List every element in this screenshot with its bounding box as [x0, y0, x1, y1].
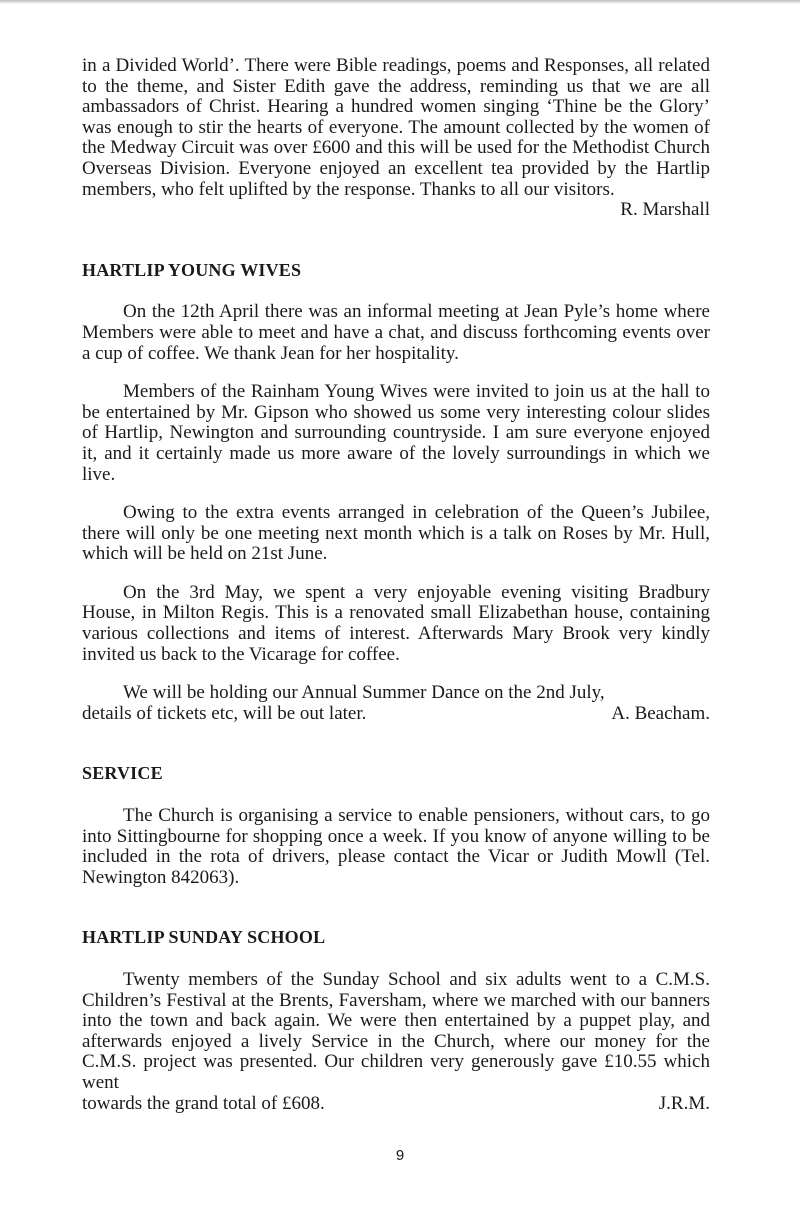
young-wives-closing-line: [82, 704, 710, 725]
young-wives-signature: A. Beacham.: [611, 702, 710, 724]
sunday-school-heading: HARTLIP SUNDAY SCHOOL: [82, 927, 326, 948]
intro-signature: R. Marshall: [620, 199, 710, 221]
sunday-school-paragraph: Twenty members of the Sunday School and six adults went to a C.M.S. Children’s Festival at the Brents, Faversham, where we marched with our banners into the town and back again. We were then entertained by a puppet play, and afterwards enjoyed a lively Service in the Church, where our money for the C.M.S. project was presented. Our children very generously gave £10.55 which went: [82, 969, 710, 1093]
young-wives-paragraph-3: Owing to the extra events arranged in celebration of the Queen’s Jubilee, there will only be one meeting next month which is a talk on Roses by Mr. Hull, which will be held on 21st June.: [82, 502, 710, 565]
young-wives-heading: HARTLIP YOUNG WIVES: [82, 259, 302, 280]
sunday-school-paragraph-end: towards the grand total of £608.: [82, 1092, 325, 1114]
scan-edge: [0, 0, 800, 4]
young-wives-paragraph-2: Members of the Rainham Young Wives were invited to join us at the hall to be entertained by Mr. Gipson who showed us some very interesting colour slides of Hartlip, Newington and surrounding countryside. I am sure everyone enjoyed it, and it certainly made us more aware of the lovely surroundings in which we live.: [82, 381, 710, 485]
sunday-school-signature: J.R.M.: [658, 1092, 710, 1114]
intro-paragraph: in a Divided World’. There were Bible readings, poems and Responses, all related to the theme, and Sister Edith gave the address, reminding us that we are all ambassadors of Christ. Hearing a hundred women singing ‘Thine be the Glory’ was enough to stir the hearts of everyone. The amount collected by the women of the Medway Circuit was over £600 and this will be used for the Methodist Church Overseas Division. Everyone enjoyed an excellent tea provided by the Hartlip members, who felt uplifted by the response. Thanks to all our visitors.: [82, 55, 710, 200]
service-heading: SERVICE: [82, 763, 163, 784]
service-paragraph: The Church is organising a service to enable pensioners, without cars, to go into Sittingbourne for shopping once a week. If you know of anyone willing to be included in the rota of drivers, please contact the Vicar or Judith Mowll (Tel. Newington 842063).: [82, 805, 710, 888]
page-content: [82, 56, 710, 1114]
young-wives-paragraph-4: On the 3rd May, we spent a very enjoyable evening visiting Bradbury House, in Milton Regis. This is a renovated small Elizabethan house, containing various collections and items of interest. Afterwards Mary Brook very kindly invited us back to the Vicarage for coffee.: [82, 581, 710, 665]
sunday-school-section: [82, 927, 710, 1114]
service-section: [82, 763, 710, 888]
page-number: 9: [395, 1147, 405, 1164]
young-wives-paragraph-5-end: details of tickets etc, will be out later.: [82, 702, 367, 724]
young-wives-paragraph-5: We will be holding our Annual Summer Dance on the 2nd July,: [123, 682, 605, 704]
young-wives-paragraph-1: On the 12th April there was an informal meeting at Jean Pyle’s home where Members were able to meet and have a chat, and discuss forthcoming events over a cup of coffee. We thank Jean for her hospitality.: [82, 301, 710, 364]
young-wives-section: [82, 260, 710, 725]
sunday-school-closing-line: [82, 1094, 710, 1115]
intro-section: [82, 56, 710, 221]
